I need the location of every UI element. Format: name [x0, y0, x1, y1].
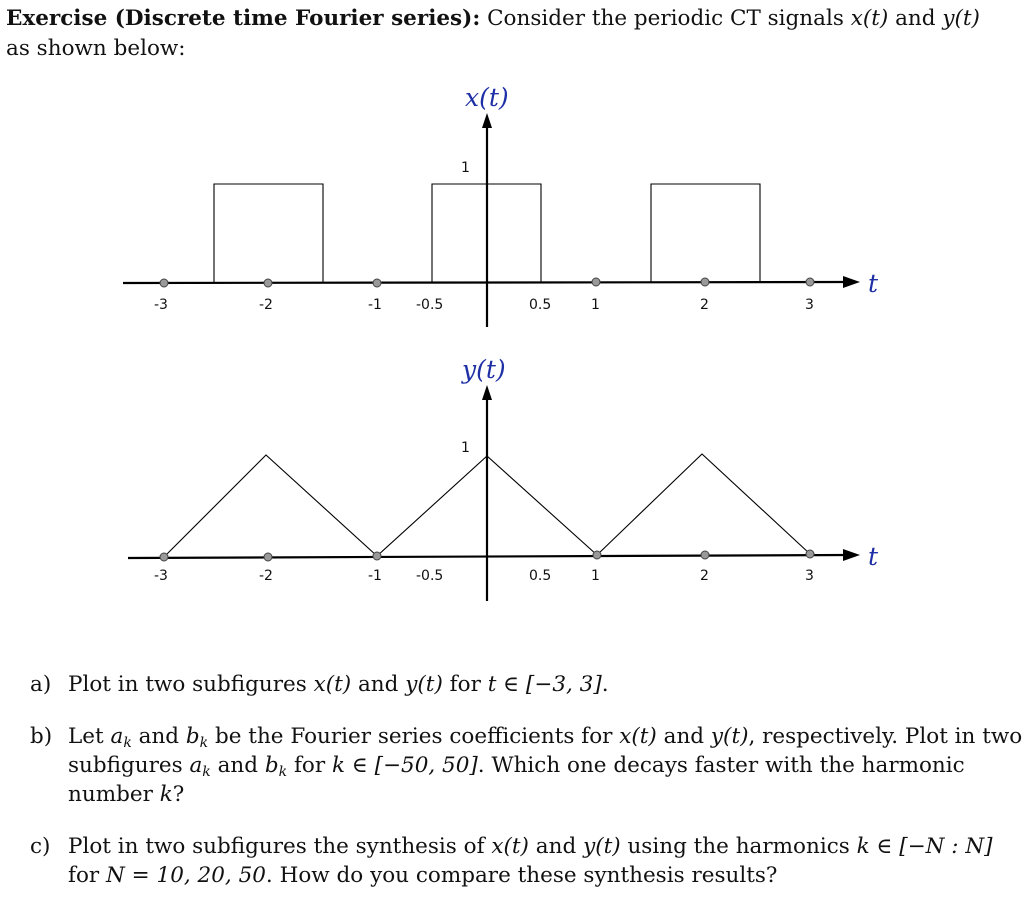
y-dot-neg2	[264, 553, 272, 561]
question-b	[30, 722, 1023, 809]
x-signal-ref: x(t)	[850, 6, 889, 31]
y-dot-neg1	[373, 552, 381, 560]
x-dot-1	[592, 278, 600, 286]
signal-figure	[0, 70, 1024, 610]
y-signal-ref: y(t)	[942, 6, 980, 31]
y-dot-neg3	[160, 553, 168, 561]
y-tick-05: 0.5	[529, 568, 552, 584]
question-a-text: Plot in two subfigures x(t) and y(t) for t ∈ [−3, 3].	[68, 672, 609, 697]
y-tick-neg05: -0.5	[416, 568, 444, 584]
y-tick-1: 1	[591, 568, 600, 584]
y-tick-neg2: -2	[259, 568, 273, 584]
y-dot-3	[806, 550, 814, 558]
exercise-intro	[6, 4, 1011, 64]
x-tick-2: 2	[700, 297, 709, 313]
x-tick-3: 3	[805, 297, 814, 313]
y-horizontal-arrow	[843, 549, 860, 561]
x-horizontal-axis	[123, 282, 848, 283]
intro-and: and	[888, 6, 943, 31]
question-b-tag: b)	[30, 724, 53, 749]
x-tick-neg2: -2	[259, 297, 273, 313]
x-horizontal-arrow	[843, 276, 860, 288]
question-c	[30, 832, 1023, 890]
x-pulse-right	[651, 184, 760, 283]
y-amp-label: 1	[461, 440, 470, 456]
exercise-title: Exercise (Discrete time Fourier series):	[6, 6, 481, 31]
y-dot-2	[701, 551, 709, 559]
x-tick-05: 0.5	[529, 297, 552, 313]
y-tick-2: 2	[700, 568, 709, 584]
question-c-text: Plot in two subfigures the synthesis of x(t) and y(t) using the harmonics k ∈ [−N : N] for N = 10, 20, 50. How do you compare these synthesis results?	[68, 834, 993, 888]
x-amp-label: 1	[461, 160, 470, 176]
y-dot-1	[593, 551, 601, 559]
x-dot-neg1	[373, 279, 381, 287]
x-dot-3	[806, 278, 814, 286]
y-tick-3: 3	[805, 568, 814, 584]
question-b-text: Let $a_k$ and $b_k$ be the Fourier series coefficients for x(t) and y(t), respectively. Plot in two subfigures $a_k$ and $b_k$ for k ∈ [−50, 50]. Which one decays faster with the harmonic number k?	[68, 724, 1023, 807]
y-plot	[128, 355, 879, 601]
x-tick-1: 1	[591, 297, 600, 313]
question-a	[30, 670, 1023, 699]
intro-text-2: as shown below:	[6, 36, 186, 61]
y-vertical-arrow	[482, 385, 492, 400]
y-tick-neg3: -3	[154, 568, 168, 584]
x-plot	[123, 83, 879, 327]
x-tick-neg05: -0.5	[416, 297, 444, 313]
x-dot-2	[701, 278, 709, 286]
x-plot-label: x(t)	[465, 83, 509, 112]
y-axis-var: t	[868, 542, 879, 571]
intro-text: Consider the periodic CT signals	[487, 6, 851, 31]
x-axis-var: t	[868, 269, 879, 298]
x-dot-neg2	[264, 279, 272, 287]
x-dot-neg3	[160, 279, 168, 287]
x-tick-neg1: -1	[368, 297, 382, 313]
x-vertical-arrow	[482, 113, 492, 128]
question-c-tag: c)	[30, 834, 51, 859]
question-a-tag: a)	[30, 672, 52, 697]
y-tick-neg1: -1	[368, 568, 382, 584]
y-plot-label: y(t)	[462, 355, 506, 384]
x-tick-neg3: -3	[154, 297, 168, 313]
x-pulse-left	[214, 184, 323, 283]
y-horizontal-axis	[128, 555, 848, 558]
